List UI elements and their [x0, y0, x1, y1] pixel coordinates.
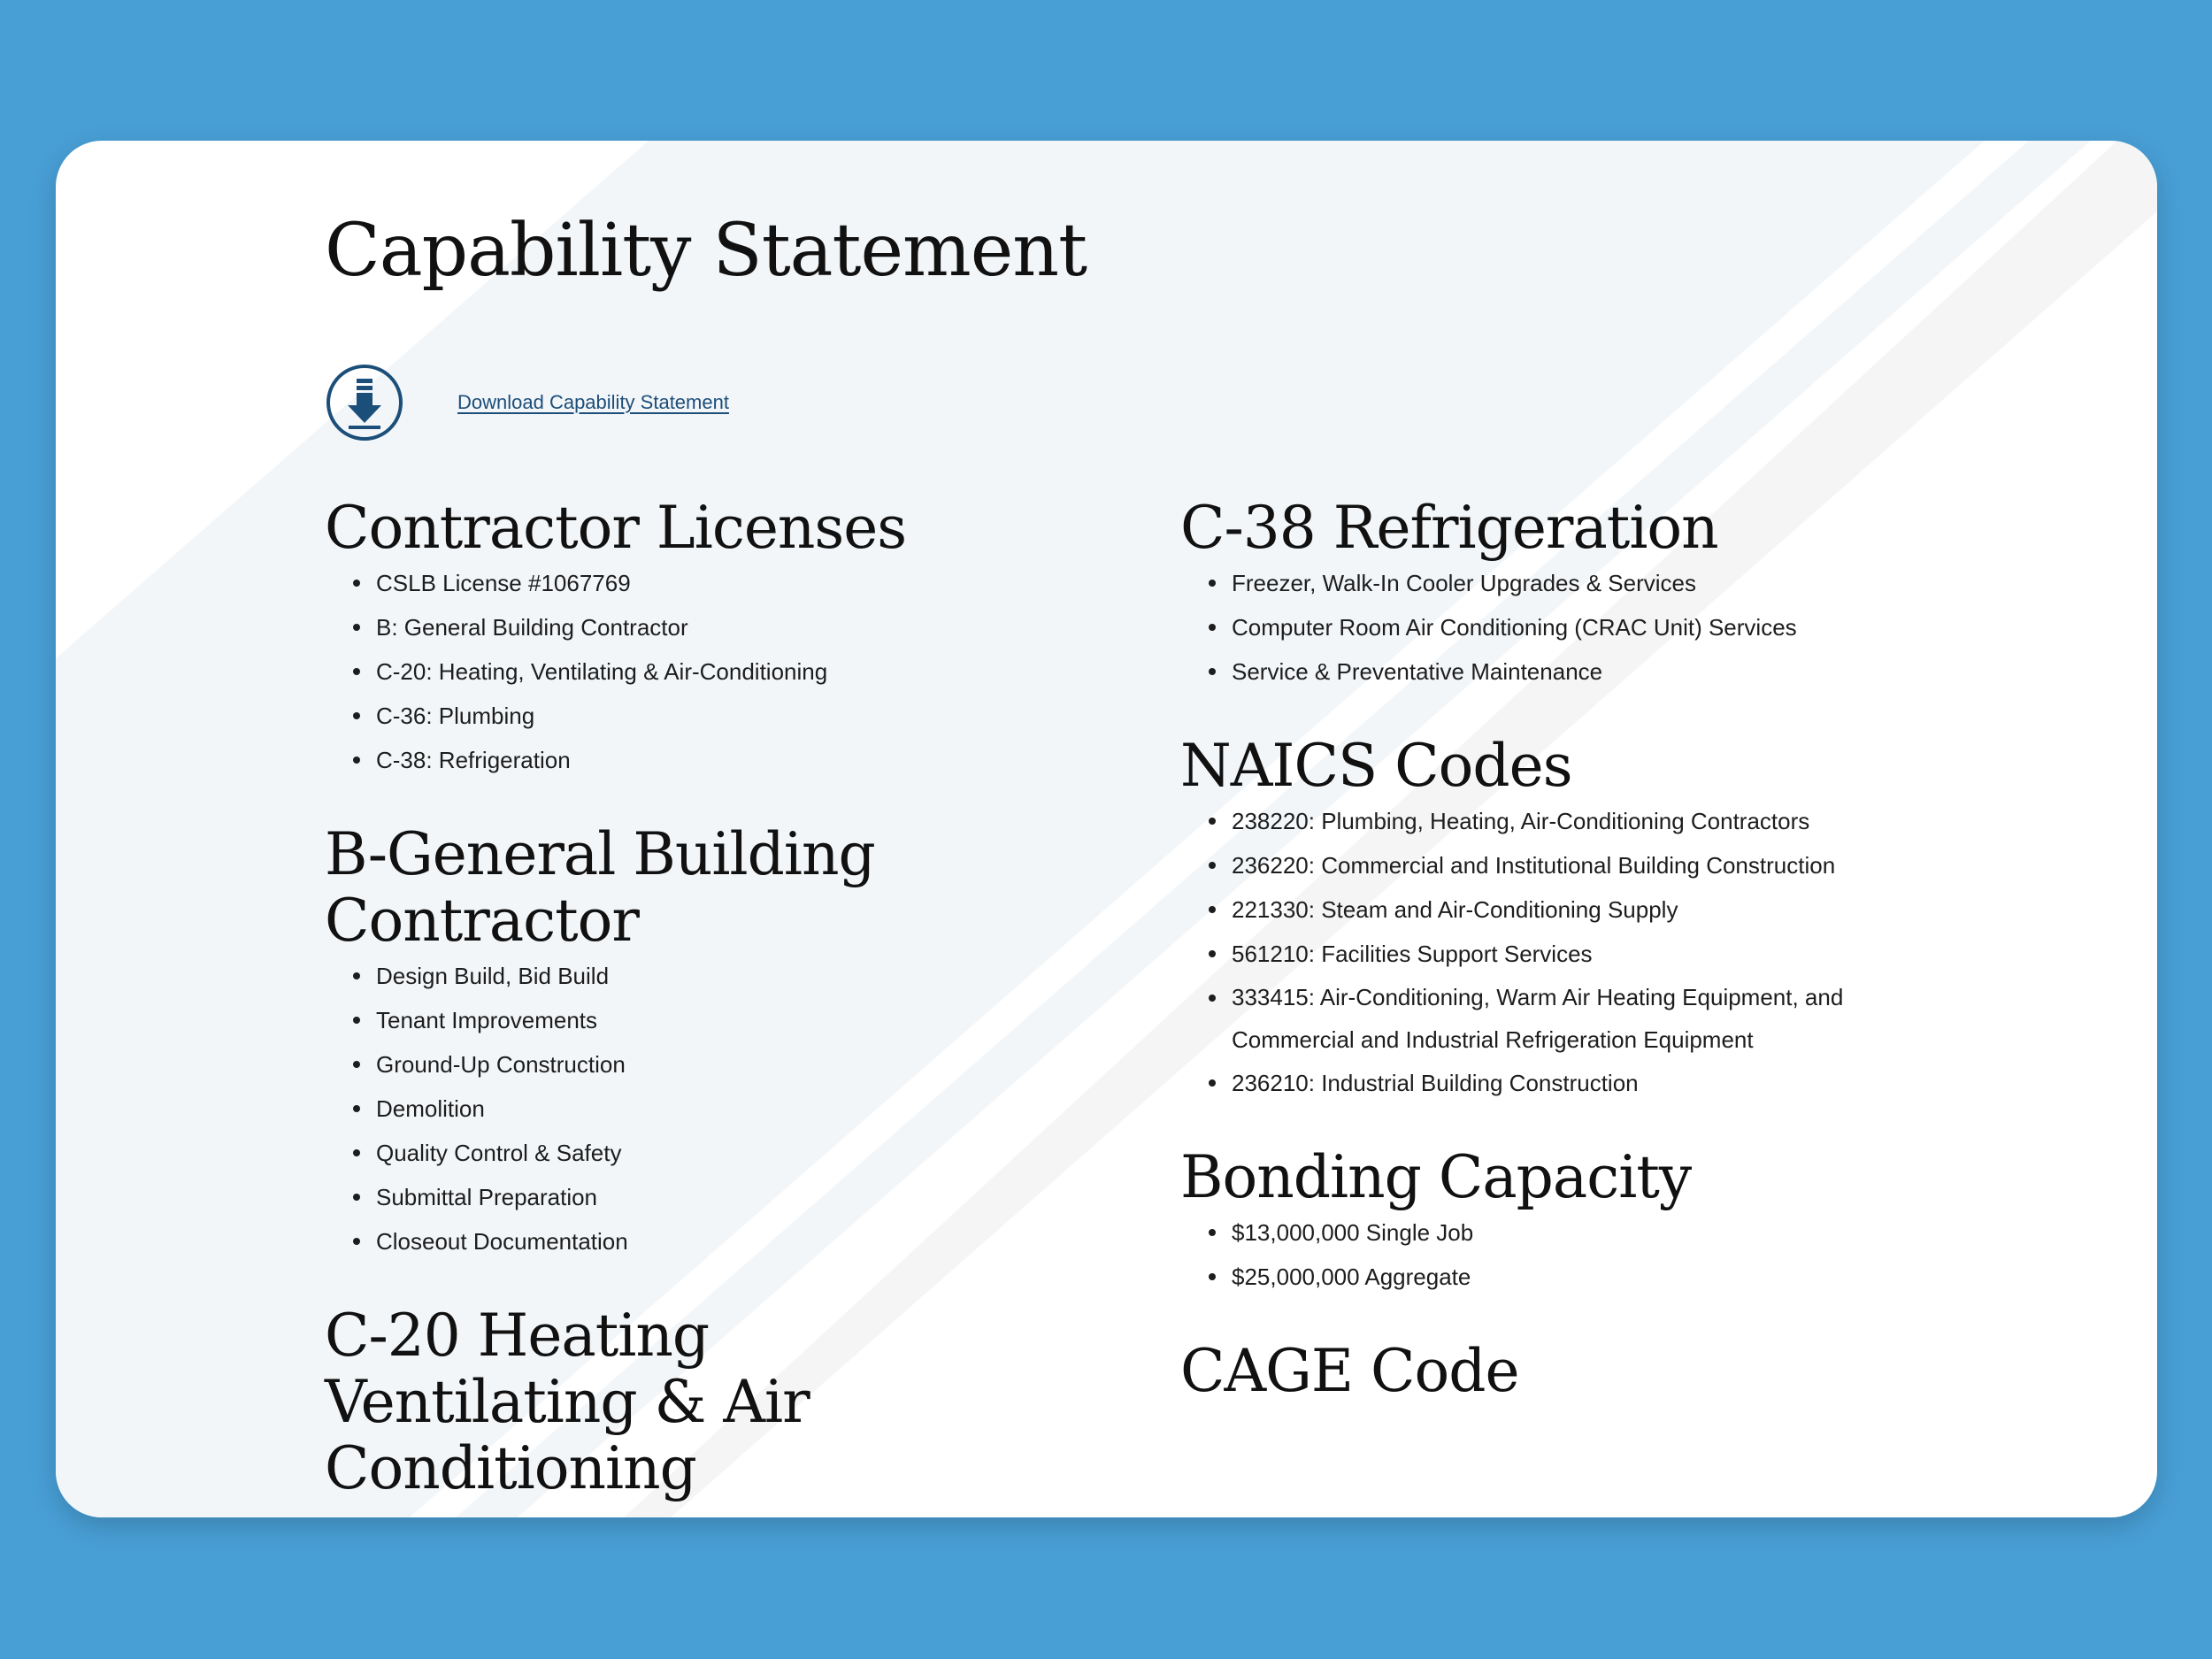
- list-item: 238220: Plumbing, Heating, Air-Conditioning Contractors: [1180, 799, 1959, 843]
- bullet-dot: [353, 668, 360, 675]
- download-arrow-icon[interactable]: [325, 363, 404, 442]
- naics-codes-list: [1180, 799, 1959, 1105]
- bullet-dot: [1209, 950, 1216, 957]
- list-item: C-36: Plumbing: [325, 694, 1086, 738]
- bullet-dot: [353, 1017, 360, 1024]
- bullet-dot: [1209, 906, 1216, 913]
- bullet-dot: [1209, 624, 1216, 631]
- section-title-c38-refrigeration: C-38 Refrigeration: [1180, 494, 1718, 562]
- section-title-contractor-licenses: Contractor Licenses: [325, 494, 907, 562]
- list-item: B: General Building Contractor: [325, 605, 1086, 649]
- list-item: C-38: Refrigeration: [325, 738, 1086, 782]
- capability-statement-section: [56, 141, 2157, 1517]
- bullet-dot: [353, 1105, 360, 1112]
- list-item: Demolition: [325, 1087, 1086, 1131]
- list-item: Service & Preventative Maintenance: [1180, 649, 1959, 694]
- bullet-dot: [1209, 995, 1216, 1002]
- bullet-dot: [1209, 1273, 1216, 1280]
- bullet-dot: [1209, 1079, 1216, 1087]
- list-item: Tenant Improvements: [325, 998, 1086, 1042]
- list-item: 236220: Commercial and Institutional Building Construction: [1180, 843, 1959, 887]
- list-item: 333415: Air-Conditioning, Warm Air Heating Equipment, and Commercial and Industrial Refrigeration Equipment: [1180, 976, 1904, 1061]
- left-column: [325, 495, 1086, 1502]
- section-title-bonding-capacity: Bonding Capacity: [1180, 1143, 1692, 1211]
- list-item: 236210: Industrial Building Construction: [1180, 1061, 1959, 1105]
- list-item: Submittal Preparation: [325, 1175, 1086, 1219]
- section-title-c20-hvac: C-20 Heating Ventilating & Air Conditioning: [325, 1302, 810, 1502]
- bullet-dot: [353, 1194, 360, 1201]
- list-item: 561210: Facilities Support Services: [1180, 932, 1959, 976]
- refrigeration-list: [1180, 561, 1959, 694]
- list-item: Freezer, Walk-In Cooler Upgrades & Services: [1180, 561, 1959, 605]
- bullet-dot: [353, 1061, 360, 1068]
- bullet-dot: [1209, 1229, 1216, 1236]
- bullet-dot: [353, 712, 360, 719]
- list-item: Closeout Documentation: [325, 1219, 1086, 1263]
- list-item: $25,000,000 Aggregate: [1180, 1255, 1959, 1299]
- download-capability-statement-link[interactable]: Download Capability Statement: [457, 391, 729, 413]
- list-item: C-20: Heating, Ventilating & Air-Conditioning: [325, 649, 1086, 694]
- list-item: Design Build, Bid Build: [325, 954, 1086, 998]
- list-item: Ground-Up Construction: [325, 1042, 1086, 1087]
- section-title-general-building-contractor: B-General Building Contractor: [325, 820, 875, 955]
- download-row: [325, 362, 729, 443]
- page-title: Capability Statement: [325, 209, 1087, 293]
- list-item: CSLB License #1067769: [325, 561, 1086, 605]
- bullet-dot: [1209, 862, 1216, 869]
- bullet-dot: [353, 1238, 360, 1245]
- list-item: $13,000,000 Single Job: [1180, 1210, 1959, 1255]
- list-item: 221330: Steam and Air-Conditioning Supply: [1180, 887, 1959, 932]
- bullet-dot: [353, 624, 360, 631]
- list-item: Quality Control & Safety: [325, 1131, 1086, 1175]
- list-item: Computer Room Air Conditioning (CRAC Unit) Services: [1180, 605, 1959, 649]
- section-title-naics-codes: NAICS Codes: [1180, 732, 1572, 800]
- right-column: [1180, 495, 1959, 1404]
- bullet-dot: [353, 757, 360, 764]
- bullet-dot: [353, 1149, 360, 1156]
- bullet-dot: [1209, 818, 1216, 825]
- bullet-dot: [1209, 668, 1216, 675]
- bullet-dot: [353, 580, 360, 587]
- bullet-dot: [353, 972, 360, 979]
- contractor-licenses-list: [325, 561, 1086, 782]
- section-title-cage-code: CAGE Code: [1180, 1337, 1519, 1405]
- general-building-list: [325, 954, 1086, 1263]
- content-card: [56, 141, 2157, 1517]
- bullet-dot: [1209, 580, 1216, 587]
- bonding-capacity-list: [1180, 1210, 1959, 1299]
